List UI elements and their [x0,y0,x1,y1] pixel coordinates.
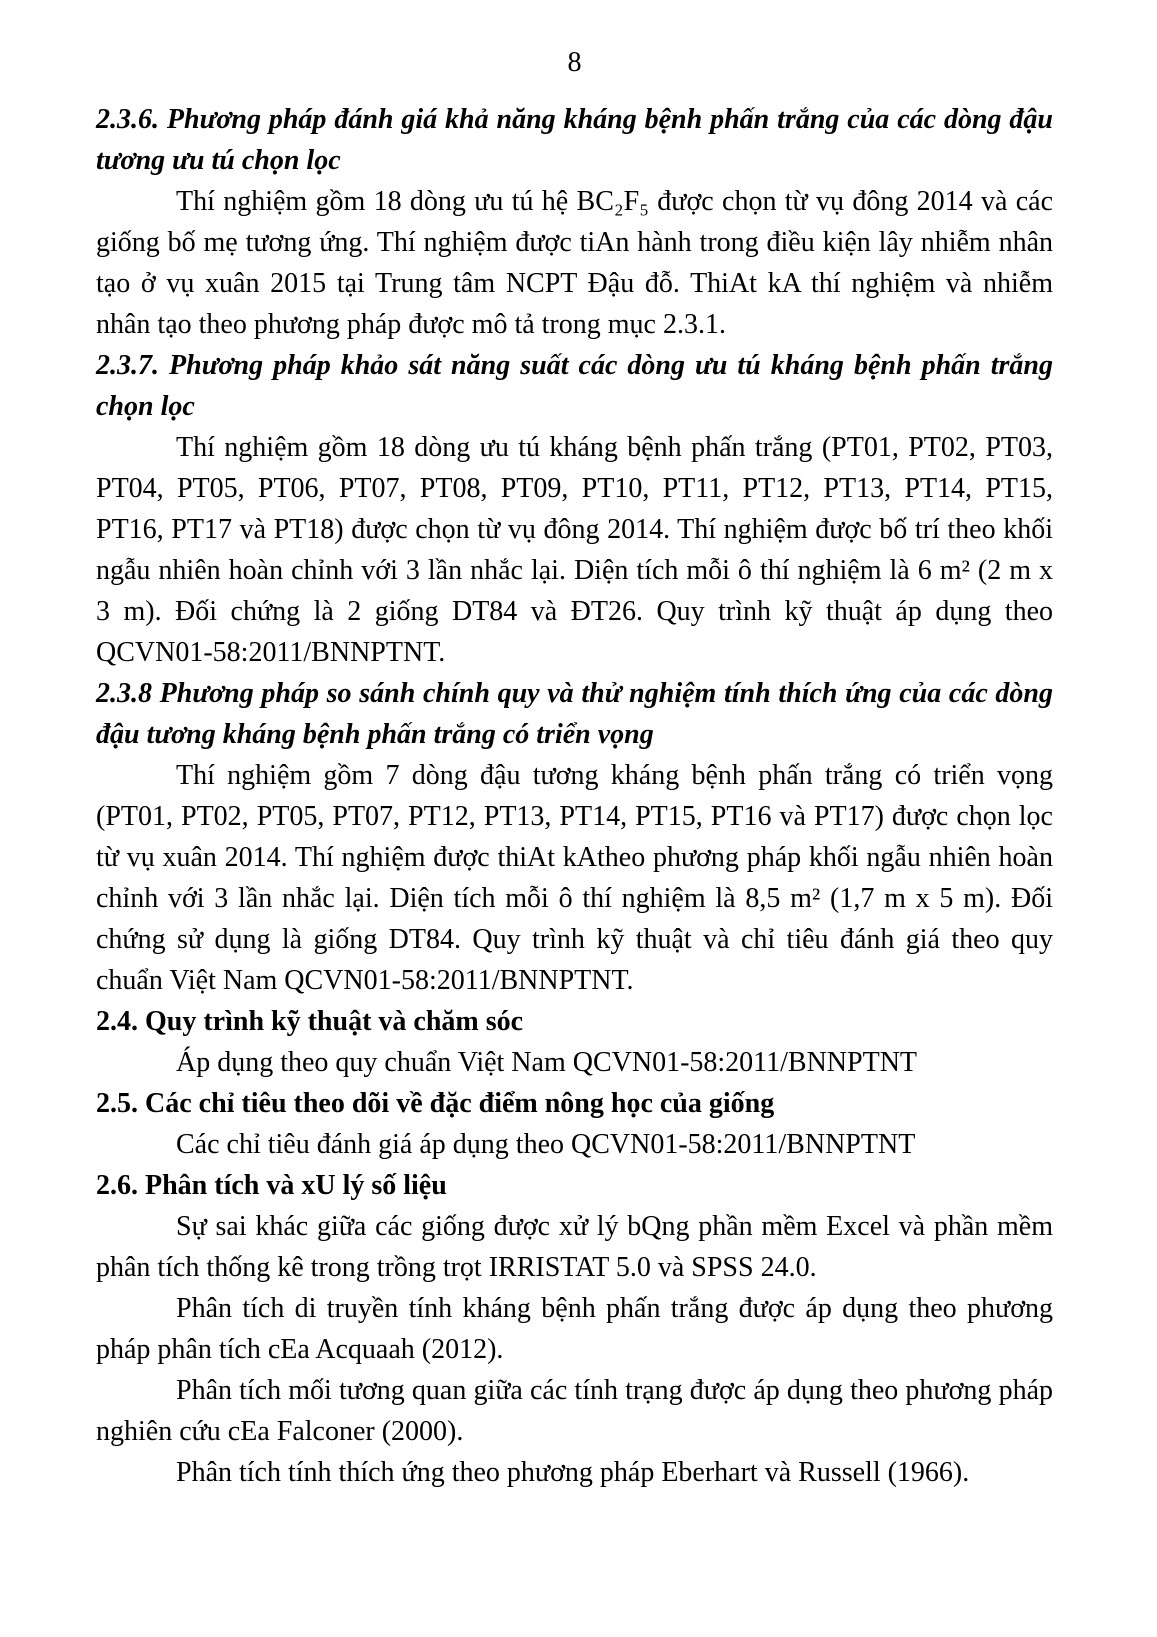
section-heading-2-3-8: 2.3.8 Phương pháp so sánh chính quy và thử nghiệm tính thích ứng của các dòng đậu tương kháng bệnh phấn trắng có triển vọng [96,678,1053,750]
document-body [96,99,1053,1493]
paragraph-experiment-2-3-7: Thí nghiệm gồm 18 dòng ưu tú kháng bệnh phấn trắng (PT01, PT02, PT03, PT04, PT05, PT06, PT07, PT08, PT09, PT10, PT11, PT12, PT13, PT14, PT15, PT16, PT17 và PT18) được chọn từ vụ đông 2014. Thí nghiệm được bố trí theo khối ngẫu nhiên hoàn chỉnh với 3 lần nhắc lại. Diện tích mỗi ô thí nghiệm là 6 m² (2 m x 3 m). Đối chứng là 2 giống DT84 và ĐT26. Quy trình kỹ thuật áp dụng theo QCVN01-58:2011/BNNPTNT. [96,432,1053,668]
paragraph-experiment-2-3-6: Thí nghiệm gồm 18 dòng ưu tú hệ BC₂F₅ được chọn từ vụ đông 2014 và các giống bố mẹ tương ứng. Thí nghiệm được tiAn hành trong điều kiện lây nhiễm nhân tạo ở vụ xuân 2015 tại Trung tâm NCPT Đậu đỗ. ThiAt kA thí nghiệm và nhiễm nhân tạo theo phương pháp được mô tả trong mục 2.3.1. [96,186,1053,340]
paragraph-2-4: Áp dụng theo quy chuẩn Việt Nam QCVN01-58:2011/BNNPTNT [176,1047,918,1078]
section-heading-2-4: 2.4. Quy trình kỹ thuật và chăm sóc [96,1006,524,1037]
paragraph-experiment-2-3-8: Thí nghiệm gồm 7 dòng đậu tương kháng bệnh phấn trắng có triển vọng (PT01, PT02, PT05, PT07, PT12, PT13, PT14, PT15, PT16 và PT17) được chọn lọc từ vụ xuân 2014. Thí nghiệm được thiAt kAtheo phương pháp khối ngẫu nhiên hoàn chỉnh với 3 lần nhắc lại. Diện tích mỗi ô thí nghiệm là 8,5 m² (1,7 m x 5 m). Đối chứng sử dụng là giống DT84. Quy trình kỹ thuật và chỉ tiêu đánh giá theo quy chuẩn Việt Nam QCVN01-58:2011/BNNPTNT. [96,760,1053,996]
section-heading-2-3-7: 2.3.7. Phương pháp khảo sát năng suất các dòng ưu tú kháng bệnh phấn trắng chọn lọc [96,350,1053,422]
paragraph-2-6-acquaah: Phân tích di truyền tính kháng bệnh phấn trắng được áp dụng theo phương pháp phân tích cEa Acquaah (2012). [96,1293,1053,1365]
paragraph-2-6-eberhart-russell: Phân tích tính thích ứng theo phương pháp Eberhart và Russell (1966). [176,1457,970,1488]
section-heading-2-6: 2.6. Phân tích và xU lý số liệu [96,1170,447,1201]
page-number: 8 [567,47,582,78]
paragraph-2-5: Các chỉ tiêu đánh giá áp dụng theo QCVN01-58:2011/BNNPTNT [176,1129,916,1160]
paragraph-2-6-falconer: Phân tích mối tương quan giữa các tính trạng được áp dụng theo phương pháp nghiên cứu cEa Falconer (2000). [96,1375,1053,1447]
paragraph-2-6-excel-spss: Sự sai khác giữa các giống được xử lý bQng phần mềm Excel và phần mềm phân tích thống kê trong trồng trọt IRRISTAT 5.0 và SPSS 24.0. [96,1211,1053,1283]
section-heading-2-3-6: 2.3.6. Phương pháp đánh giá khả năng kháng bệnh phấn trắng của các dòng đậu tương ưu tú chọn lọc [96,104,1053,176]
section-heading-2-5: 2.5. Các chỉ tiêu theo dõi về đặc điểm nông học của giống [96,1088,775,1119]
